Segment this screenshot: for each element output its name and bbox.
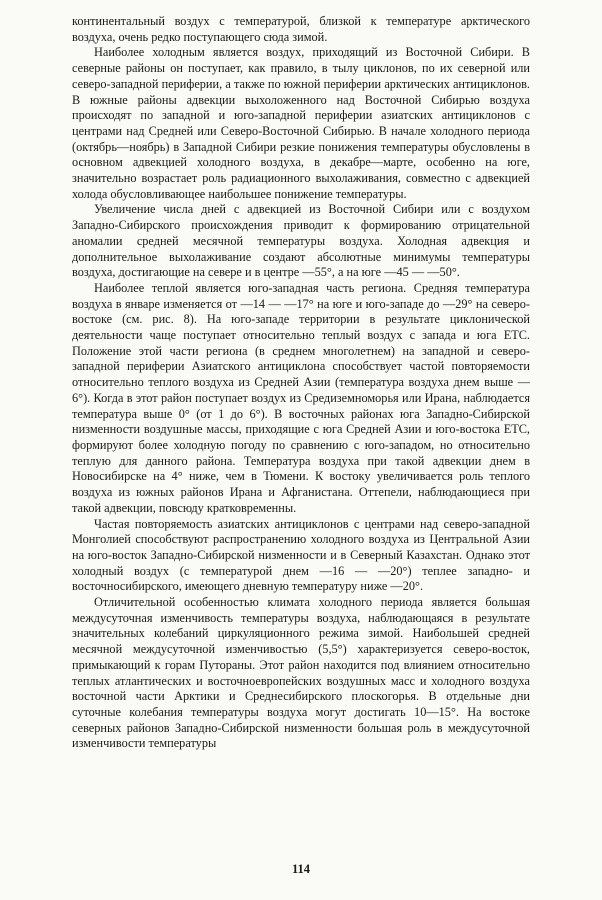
- paragraph-continued: континентальный воздух с температурой, близкой к температуре арктического воздуха, очень редко поступающего сюда зимой.: [72, 14, 530, 44]
- paragraph: Увеличение числа дней с адвекцией из Восточной Сибири или с воздухом Западно-Сибирского происхождения приводит к формированию отрицательной аномалии средней месячной температуры воздуха. Холодная адвекция и дополнительное выхолаживание создают абсолютные минимумы температуры воздуха, достигающие на севере и в центре —55°, а на юге —45 — —50°.: [72, 202, 530, 280]
- paragraph: Отличительной особенностью климата холодного периода является большая междусуточная изменчивость температуры воздуха, наблюдающаяся в результате значительных колебаний циркуляционного режима зимой. Наибольшей средней месячной междусуточной изменчивостью (5,5°) характеризуется северо-восток, примыкающий к горам Путораны. Этот район находится под влиянием относительно теплых атлантических и восточноевропейских воздушных масс и холодного воздуха восточной части Арктики и Среднесибирского плоскогорья. В отдельные дни суточные колебания температуры воздуха могут достигать 10—15°. На востоке северных районов Западно-Сибирской низменности большая роль в междусуточной изменчивости температуры: [72, 595, 530, 751]
- paragraph: Наиболее холодным является воздух, приходящий из Восточной Сибири. В северные районы он поступает, как правило, в тылу циклонов, по их северной или северо-западной периферии, а также по южной периферии арктических антициклонов. В южные районы адвекции выхоложенного над Восточной Сибирью воздуха происходят по западной и юго-западной периферии азиатских антициклонов с центрами над Средней или Северо-Восточной Сибирью. В начале холодного периода (октябрь—ноябрь) в Западной Сибири резкие понижения температуры обусловлены в основном адвекцией холодного воздуха, в декабре—марте, особенно на юге, значительно возрастает роль радиационного выхолаживания, совместно с адвекцией холода обусловливающее наибольшее понижение температуры.: [72, 45, 530, 201]
- body-text: [72, 14, 530, 752]
- paragraph: Частая повторяемость азиатских антициклонов с центрами над северо-западной Монголией способствуют распространению холодного воздуха из Центральной Азии на юго-восток Западно-Сибирской низменности и в Северный Казахстан. Однако этот холодный воздух (с температурой днем —16 — —20°) теплее западно- и восточносибирского, имеющего дневную температуру ниже —20°.: [72, 516, 530, 594]
- page-number: 114: [291, 862, 311, 876]
- paragraph: Наиболее теплой является юго-западная часть региона. Средняя температура воздуха в январе изменяется от —14 — —17° на юге и юго-западе до —29° на северо-востоке (см. рис. 8). На юго-западе территории в результате циклонической деятельности чаще поступает относительно теплый воздух с запада и юга ЕТС. Положение этой части региона (в среднем многолетнем) на западной и северо-западной периферии Азиатского антициклона способствует частой повторяемости относительно теплого воздуха из Средней Азии (температура воздуха днем выше —6°). Когда в этот район поступает воздух из Средиземноморья или Ирана, наблюдается температура выше 0° (от 1 до 6°). В восточных районах юга Западно-Сибирской низменности воздушные массы, приходящие с юга Средней Азии и юго-востока ЕТС, формируют более холодную погоду по сравнению с юго-западом, но относительно теплую для данного района. Температура воздуха при такой адвекции днем в Новосибирске на 4° ниже, чем в Тюмени. К востоку увеличивается роль теплого воздуха из южных районов Ирана и Афганистана. Оттепели, наблюдающиеся при такой адвекции, повсюду кратковременны.: [72, 280, 530, 515]
